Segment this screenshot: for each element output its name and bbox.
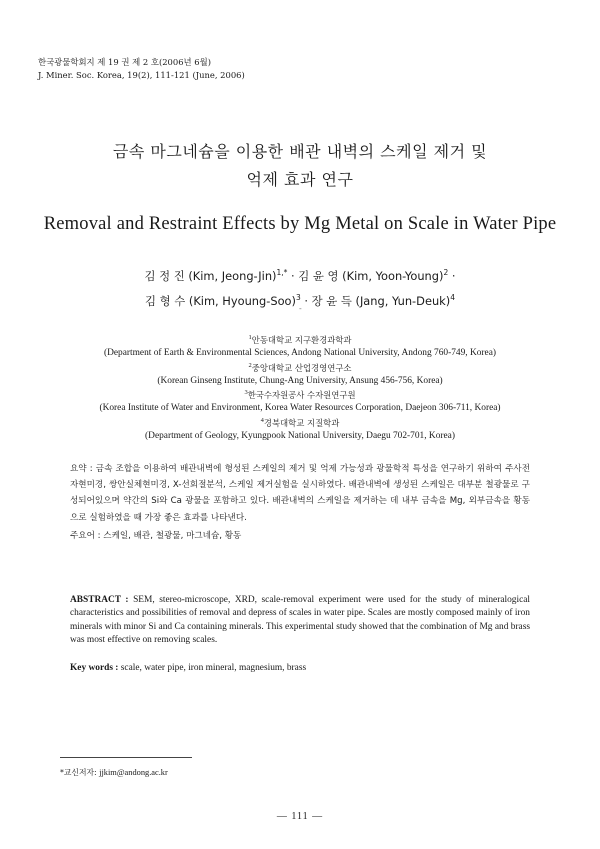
keywords-korean-text: 스케일, 배관, 철광물, 마그네슘, 황동 [103,531,242,541]
journal-citation [38,56,245,82]
author-3: 김 형 수 (Kim, Hyoung-Soo) [145,293,296,308]
affiliation-2-english: (Korean Ginseng Institute, Chung-Ang University, Ansung 456-756, Korea) [157,375,443,386]
author-line-1 [0,262,600,287]
keywords-english [70,662,306,675]
stray-mark: - [299,304,302,313]
abstract-english [70,594,530,648]
affiliation-4-english: (Department of Geology, Kyungpook National University, Daegu 702-701, Korea) [145,431,455,442]
footnote-divider [60,757,192,758]
title-korean-line2: 억제 효과 연구 [246,170,354,189]
affiliations [0,332,600,443]
author-1: 김 정 진 (Kim, Jeong-Jin) [144,268,277,283]
title-korean-line1: 금속 마그네슘을 이용한 배관 내벽의 스케일 제거 및 [112,142,488,161]
author-4-marker: 4 [450,292,455,302]
corresponding-author-footnote [60,767,168,779]
author-1-marker: 1,* [276,268,288,277]
affiliation-1-english: (Department of Earth & Environmental Sciences, Andong National University, Andong 760-749, Korea) [103,347,496,358]
affiliation-3-korean: $^3$한국수자원공사 수자원연구원 [244,389,356,401]
affiliation-2-korean: $^2$중앙대학교 산업경영연구소 [248,361,352,373]
footnote-email: jjkim@andong.ac.kr [99,768,168,777]
keywords-english-label: Key words : [70,663,121,673]
journal-citation-korean: 한국광물학회지 제 19 권 제 2 호(2006년 6월) [38,57,211,67]
keywords-english-text: scale, water pipe, iron mineral, magnesium, brass [120,663,307,673]
abstract-korean-text: 금속 조합을 이용하여 배관내벽에 형성된 스케일의 제거 및 억제 가능성과 광물학적 특성을 연구하기 위하여 주사전자현미경, 쌍안실체현미경, X-선회절분석, 스케일 제거실험을 실시하였다. 배관내벽에 생성된 스케일은 대부분 철광물로 구성되어있으며 약간의 Si와 Ca 광물을 포함하고 있다. 배관내벽의 스케일을 제거하는 데 내부 금속을 Mg, 외부금속을 황동으로 실험하였을 때 가장 좋은 효과를 나타낸다. [70,464,530,523]
page-number: — 111 — [276,811,324,822]
affiliation-3-english: (Korea Institute of Water and Environment, Korea Water Resources Corporation, Daejeon 306-711, Korea) [99,403,501,414]
keywords-korean-label: 주요어 : [70,531,104,541]
keywords-korean [70,529,241,543]
affiliation-4-korean: $^4$경북대학교 지질학과 [260,417,340,429]
title-korean [0,138,600,194]
abstract-korean [70,461,530,526]
abstract-english-text: SEM, stereo-microscope, XRD, scale-removal experiment were used for the study of mineralogical characteristics and possibilities of removal and depress of scales in water pipe. Scales are mostly composed mainly of iron minerals with minor Si and Ca containing minerals. This experimental study showed that the combination of Mg and brass was most effective on removing scales. [70,595,531,646]
author-2: 김 윤 영 (Kim, Yoon-Young) [298,268,444,283]
author-separator: · [448,268,456,283]
author-separator: · [287,268,299,283]
author-3-marker: 3 [295,292,301,302]
author-separator: · [300,293,312,308]
author-4: 장 윤 득 (Jang, Yun-Deuk) [311,293,451,308]
footnote-label: *교신저자: [60,768,100,777]
abstract-english-label: ABSTRACT : [70,595,134,605]
journal-citation-english: J. Miner. Soc. Korea, 19(2), 111-121 (June, 2006) [38,70,245,80]
affiliation-1-korean: $^1$안동대학교 지구환경과학과 [248,334,352,346]
abstract-korean-label: 요약 : [70,464,96,474]
title-english: Removal and Restraint Effects by Mg Metal on Scale in Water Pipe [43,214,557,234]
author-2-marker: 2 [443,268,449,277]
